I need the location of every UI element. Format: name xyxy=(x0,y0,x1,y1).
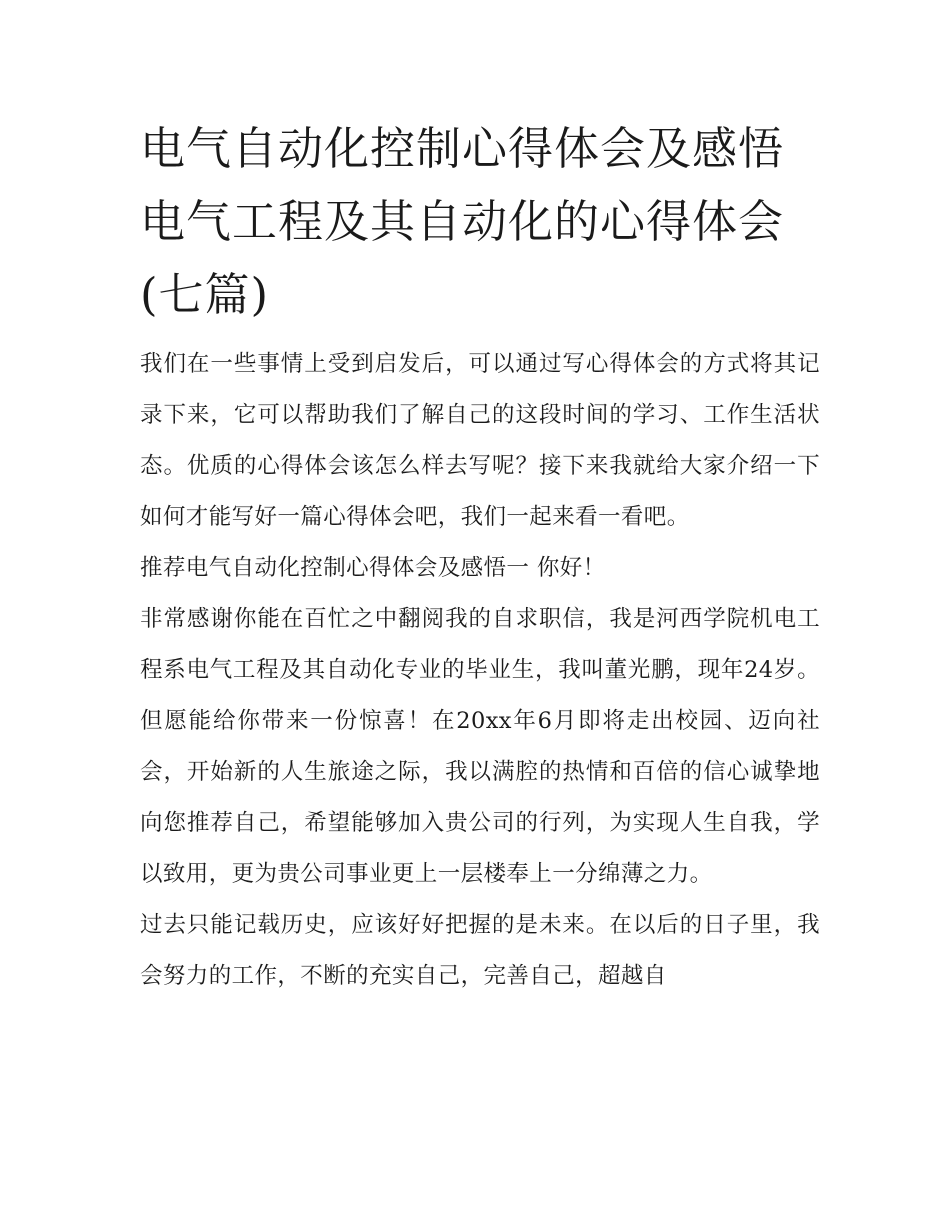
section-heading-paragraph: 推荐电气自动化控制心得体会及感悟一 你好！ xyxy=(140,555,606,581)
cover-letter-paragraph: 非常感谢你能在百忙之中翻阅我的自求职信，我是河西学院机电工程系电气工程及其自动化专业的毕业生，我叫董光鹏，现年24岁。但愿能给你带来一份惊喜！在20xx年6月即将走出校园、迈向社会，开始新的人生旅途之际，我以满腔的热情和百倍的信心诚挚地向您推荐自己，希望能够加入贵公司的行列，为实现人生自我，学以致用，更为贵公司事业更上一层楼奉上一分绵薄之力。 xyxy=(140,606,820,887)
intro-paragraph: 我们在一些事情上受到启发后，可以通过写心得体会的方式将其记录下来，它可以帮助我们了解自己的这段时间的学习、工作生活状态。优质的心得体会该怎么样去写呢？接下来我就给大家介绍一下如何才能写好一篇心得体会吧，我们一起来看一看吧。 xyxy=(140,351,820,530)
document-page xyxy=(140,112,820,1002)
document-title: 电气自动化控制心得体会及感悟 电气工程及其自动化的心得体会(七篇) xyxy=(140,122,785,321)
future-paragraph: 过去只能记载历史，应该好好把握的是未来。在以后的日子里，我会努力的工作，不断的充实自己，完善自己，超越自 xyxy=(140,912,820,989)
